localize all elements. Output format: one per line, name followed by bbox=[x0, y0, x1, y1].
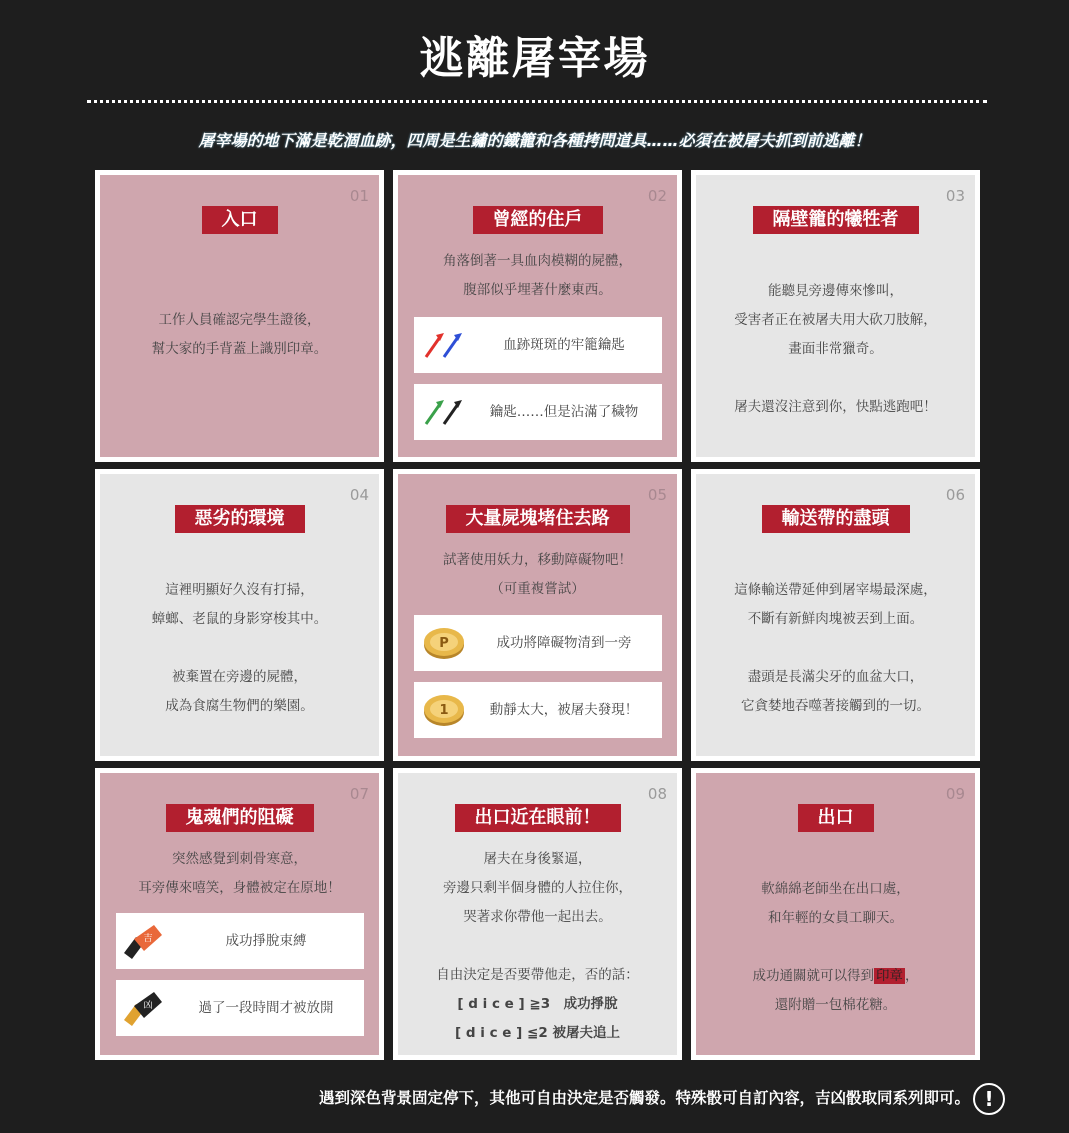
red-blue-pins-icon bbox=[420, 327, 468, 363]
text-line: 腹部似乎埋著什麼東西。 bbox=[463, 282, 612, 298]
text-line: 幫大家的手背蓋上識別印章。 bbox=[151, 341, 328, 357]
cell-text bbox=[100, 845, 379, 903]
cell-text bbox=[100, 306, 379, 364]
option-text: 鑰匙……但是沾滿了穢物 bbox=[489, 404, 639, 420]
black-dice-icon bbox=[122, 990, 170, 1026]
board-grid bbox=[95, 170, 980, 1060]
text-line: 屠夫在身後緊逼， bbox=[483, 851, 592, 867]
option-bad bbox=[116, 980, 364, 1036]
text-line: 突然感覺到刺骨寒意， bbox=[172, 851, 307, 867]
footer-note: 遇到深色背景固定停下，其他可自由決定是否觸發。特殊骰可自訂內容，吉凶骰取同系列即可。 bbox=[318, 1089, 970, 1107]
option-good bbox=[414, 615, 662, 671]
svg-text:凶: 凶 bbox=[143, 1001, 153, 1011]
green-black-pins-icon bbox=[420, 394, 468, 430]
text-line-reward: 成功通關就可以得到 印章 ， bbox=[752, 968, 919, 984]
cell-title: 出口近在眼前！ bbox=[455, 804, 621, 832]
text-line: 被棄置在旁邊的屍體， bbox=[172, 669, 307, 685]
option-text: 成功掙脫束縛 bbox=[225, 933, 307, 949]
text-line: 成為食腐生物們的樂園。 bbox=[165, 698, 314, 714]
text-line: 盡頭是長滿尖牙的血盆大口， bbox=[747, 669, 924, 685]
option-text: 動靜太大，被屠夫發現！ bbox=[489, 702, 639, 718]
text-line: 和年輕的女員工聊天。 bbox=[768, 910, 903, 926]
exclamation-icon: ! bbox=[973, 1083, 1005, 1115]
cell-number: 09 bbox=[945, 785, 965, 803]
orange-dice-icon bbox=[122, 923, 170, 959]
cell-number: 07 bbox=[349, 785, 369, 803]
coin-1-icon bbox=[420, 692, 468, 728]
text-line: 角落倒著一具血肉模糊的屍體， bbox=[443, 253, 632, 269]
cell-number: 08 bbox=[647, 785, 667, 803]
cell-text bbox=[100, 576, 379, 721]
text-line: 屠夫還沒注意到你，快點逃跑吧！ bbox=[734, 399, 937, 415]
text-line: 哭著求你帶他一起出去。 bbox=[463, 909, 612, 925]
cell-number: 03 bbox=[945, 187, 965, 205]
dice-rule-success: [ d i c e ] ≧3 成功掙脫 bbox=[457, 996, 618, 1012]
cell-title: 曾經的住戶 bbox=[473, 206, 603, 234]
option-bad bbox=[414, 682, 662, 738]
cell-number: 06 bbox=[945, 486, 965, 504]
option-text: 血跡斑斑的牢籠鑰匙 bbox=[503, 337, 625, 353]
text-line: 試著使用妖力，移動障礙物吧！ bbox=[443, 552, 632, 568]
cell-05 bbox=[393, 469, 682, 761]
coin-p-icon bbox=[420, 625, 468, 661]
text-line: 它貪婪地吞噬著接觸到的一切。 bbox=[741, 698, 930, 714]
text-line: 畫面非常獵奇。 bbox=[788, 341, 883, 357]
text-line: 不斷有新鮮肉塊被丟到上面。 bbox=[747, 611, 924, 627]
text-line: 蟑螂、老鼠的身影穿梭其中。 bbox=[151, 611, 328, 627]
text-line: 能聽見旁邊傳來慘叫， bbox=[768, 283, 903, 299]
cell-text bbox=[398, 247, 677, 305]
option-text: 過了一段時間才被放開 bbox=[198, 1000, 334, 1016]
cell-number: 01 bbox=[349, 187, 369, 205]
text-line: 這條輸送帶延伸到屠宰場最深處， bbox=[734, 582, 937, 598]
cell-number: 05 bbox=[647, 486, 667, 504]
page-subtitle: 屠宰場的地下滿是乾涸血跡，四周是生鏽的鐵籠和各種拷問道具……必須在被屠夫抓到前逃離！ bbox=[198, 131, 871, 150]
cell-title: 鬼魂們的阻礙 bbox=[166, 804, 314, 832]
text-line: 自由決定是否要帶他走，否的話： bbox=[436, 967, 639, 983]
text-line: 工作人員確認完學生證後， bbox=[158, 312, 321, 328]
cell-text bbox=[696, 576, 975, 721]
option-good bbox=[414, 317, 662, 373]
cell-text bbox=[696, 875, 975, 1020]
text-line: 這裡明顯好久沒有打掃， bbox=[165, 582, 314, 598]
option-text: 成功將障礙物清到一旁 bbox=[496, 635, 632, 651]
dotted-divider bbox=[87, 100, 987, 103]
cell-title: 惡劣的環境 bbox=[175, 505, 305, 533]
stamp-highlight: 印章 bbox=[876, 968, 903, 984]
cell-title: 隔壁籠的犧牲者 bbox=[753, 206, 919, 234]
svg-text:P: P bbox=[439, 636, 449, 651]
text-line: 還附贈一包棉花糖。 bbox=[774, 997, 897, 1013]
cell-text bbox=[398, 845, 677, 1048]
cell-01 bbox=[95, 170, 384, 462]
cell-02 bbox=[393, 170, 682, 462]
option-good bbox=[116, 913, 364, 969]
dice-rule-fail: [ d i c e ] ≦2 被屠夫追上 bbox=[455, 1025, 620, 1041]
cell-number: 02 bbox=[647, 187, 667, 205]
option-bad bbox=[414, 384, 662, 440]
cell-09 bbox=[691, 768, 980, 1060]
cell-title: 出口 bbox=[798, 804, 874, 832]
text-line: 軟綿綿老師坐在出口處， bbox=[761, 881, 910, 897]
text-line: 受害者正在被屠夫用大砍刀肢解， bbox=[734, 312, 937, 328]
cell-text bbox=[398, 546, 677, 604]
cell-title: 輸送帶的盡頭 bbox=[762, 505, 910, 533]
cell-06 bbox=[691, 469, 980, 761]
cell-07 bbox=[95, 768, 384, 1060]
text-line: 耳旁傳來嘻笑，身體被定在原地！ bbox=[138, 880, 341, 896]
cell-text bbox=[696, 277, 975, 422]
svg-text:1: 1 bbox=[439, 703, 449, 718]
page-title: 逃離屠宰場 bbox=[419, 33, 650, 84]
cell-04 bbox=[95, 469, 384, 761]
text-line: 旁邊只剩半個身體的人拉住你， bbox=[443, 880, 632, 896]
cell-08 bbox=[393, 768, 682, 1060]
cell-number: 04 bbox=[349, 486, 369, 504]
svg-text:吉: 吉 bbox=[143, 934, 153, 944]
cell-title: 入口 bbox=[202, 206, 278, 234]
cell-03 bbox=[691, 170, 980, 462]
text-line: （可重複嘗試） bbox=[490, 581, 585, 597]
cell-title: 大量屍塊堵住去路 bbox=[446, 505, 630, 533]
